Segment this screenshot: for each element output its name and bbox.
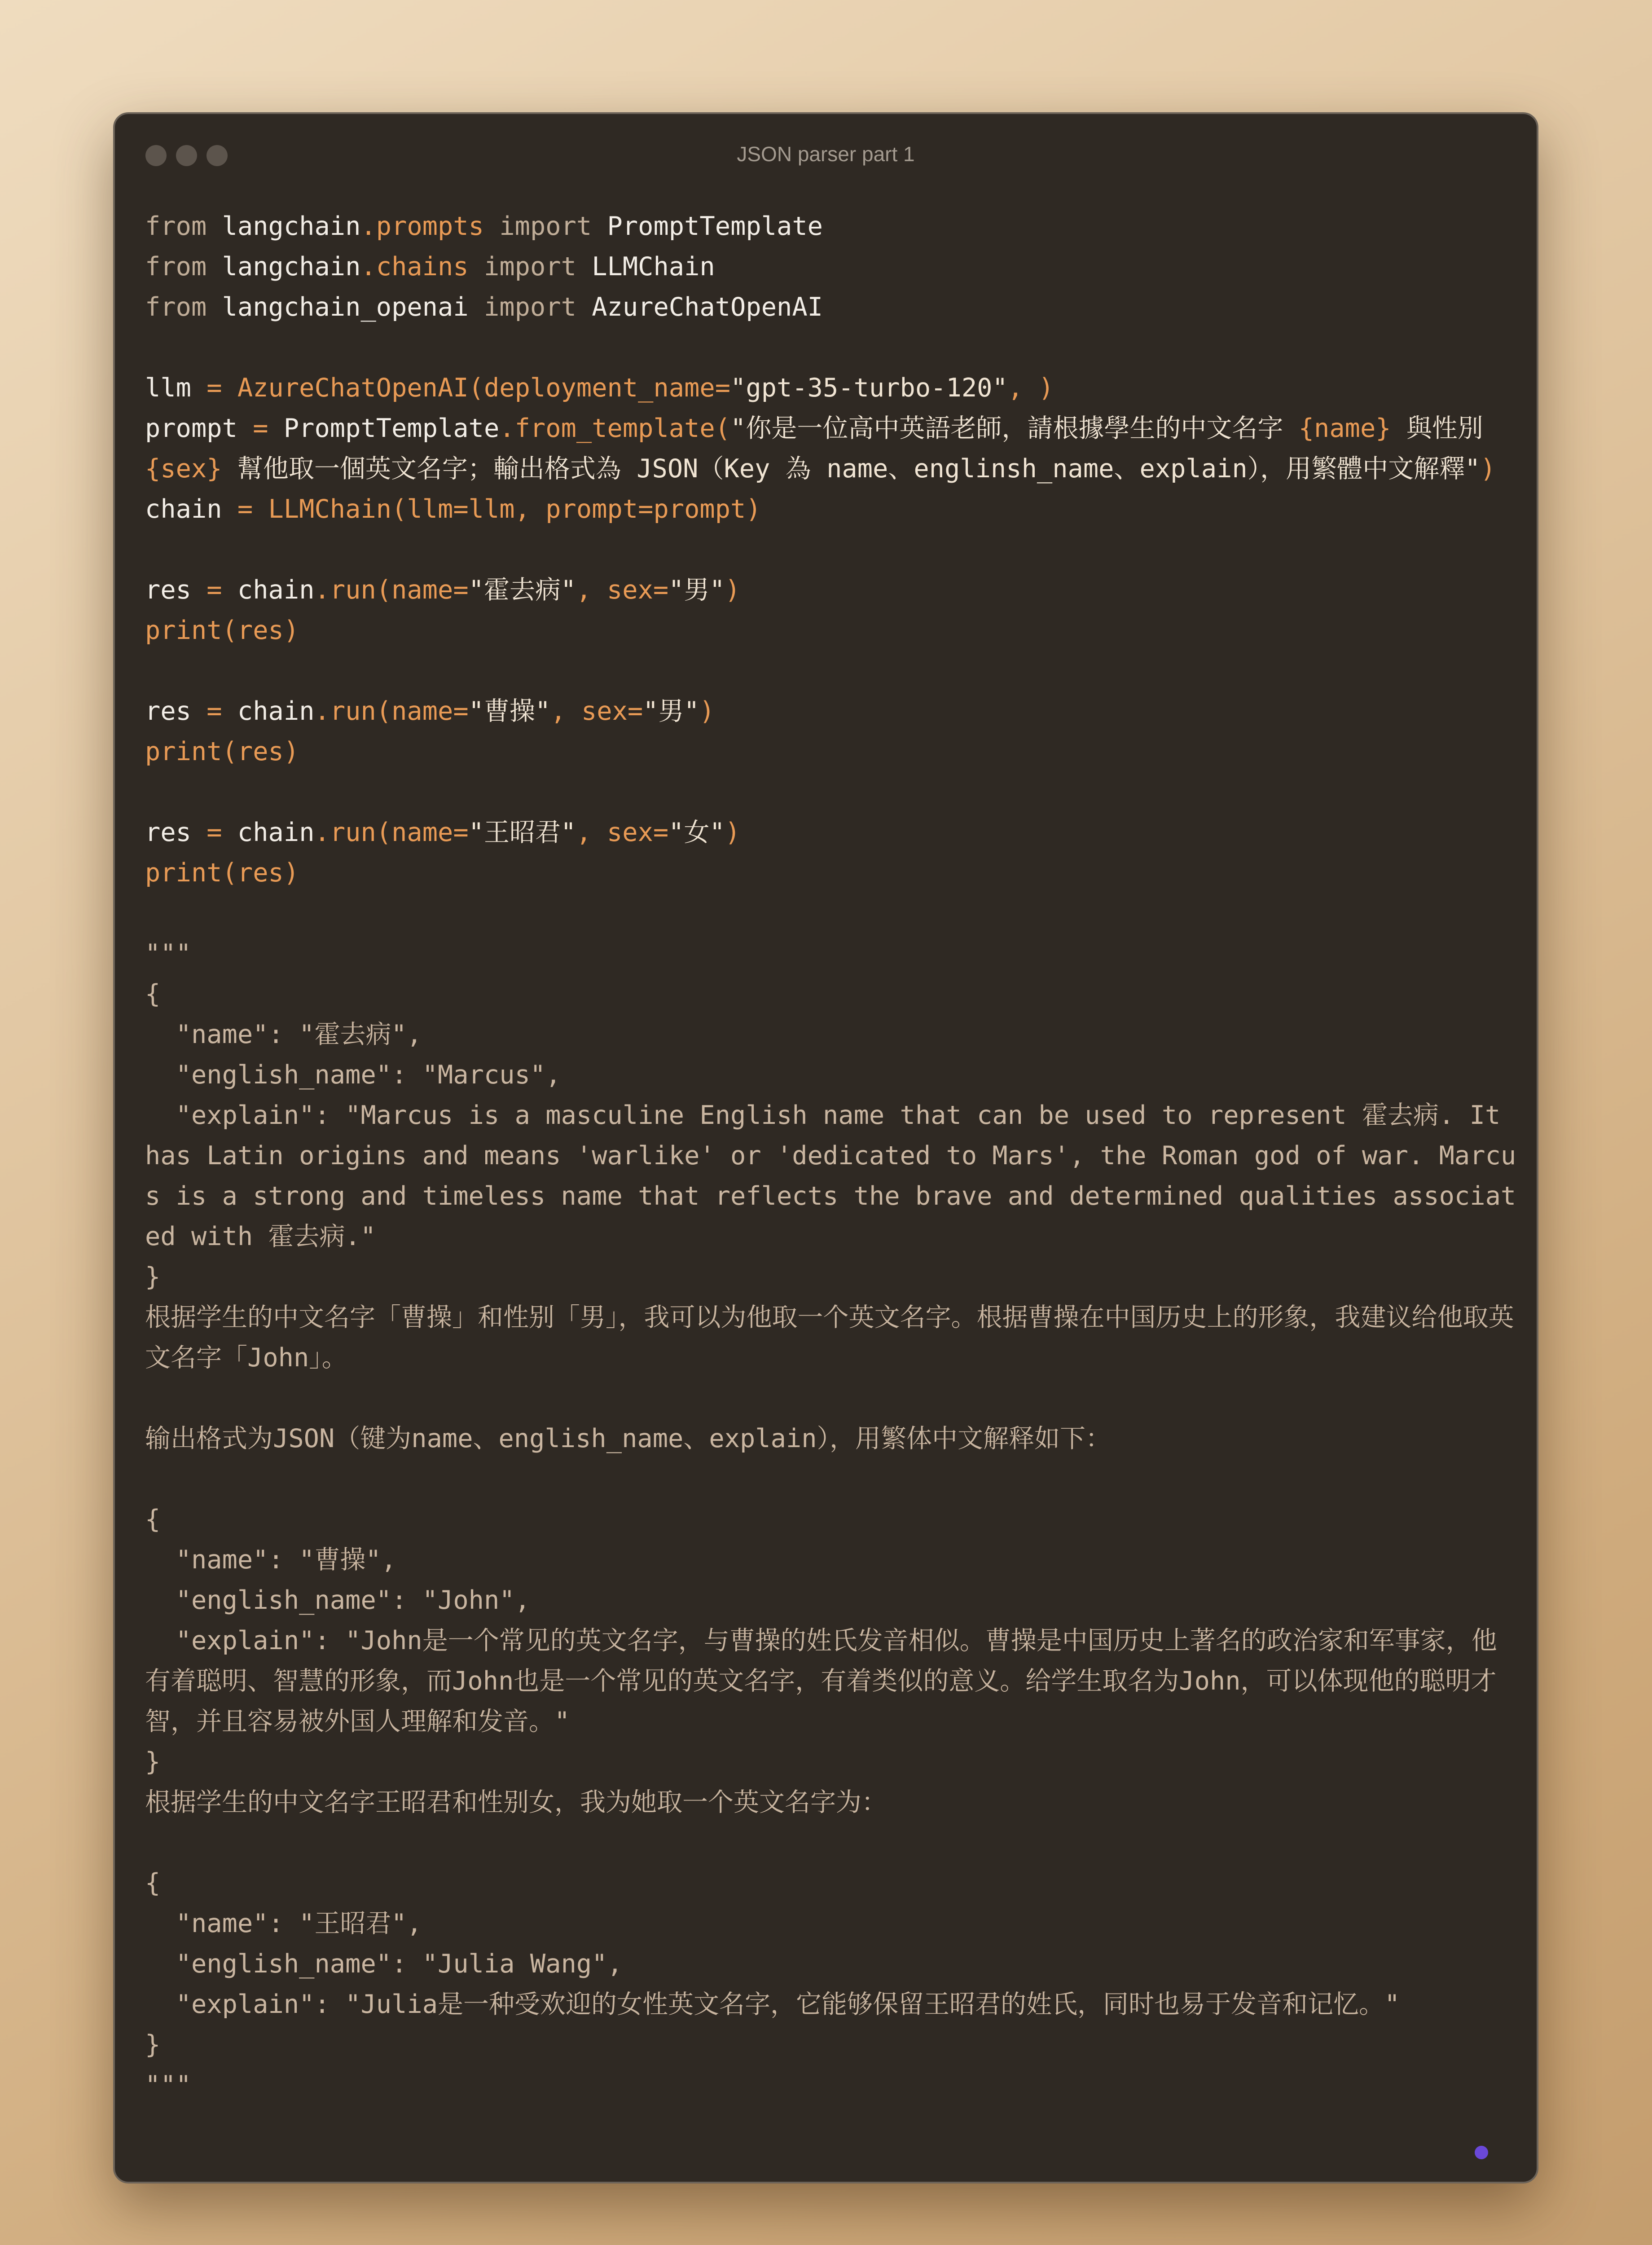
code-token: ) (725, 818, 741, 847)
code-token: import (483, 292, 592, 322)
code-token: } (145, 1747, 161, 1777)
code-line (145, 1903, 1519, 1944)
code-line (145, 2025, 1519, 2065)
code-line (145, 853, 1519, 893)
code-line (145, 529, 1519, 570)
code-token: "name": "霍去病", (145, 1020, 422, 1049)
code-token: langchain (222, 252, 361, 282)
code-token: .chains (360, 252, 484, 282)
code-line (145, 1944, 1519, 1984)
code-token: chain (237, 696, 315, 726)
code-line (145, 651, 1519, 691)
code-token: , sex= (576, 818, 669, 847)
code-token: "english_name": "Marcus", (145, 1060, 561, 1090)
code-line (145, 1378, 1519, 1418)
code-token: print(res) (145, 616, 299, 645)
code-line (145, 772, 1519, 812)
code-token: } (145, 1262, 161, 1292)
code-token: import (484, 252, 592, 282)
code-line (145, 1782, 1519, 1822)
code-line (145, 1620, 1519, 1742)
code-line (145, 1863, 1519, 1903)
code-line (145, 327, 1519, 368)
code-token: .prompts (360, 211, 500, 241)
code-line (145, 1984, 1519, 2025)
code-token: = (206, 818, 237, 847)
code-token: = LLMChain(llm=llm, prompt=prompt) (237, 494, 761, 524)
code-token: from (145, 252, 222, 282)
code-token: "王昭君" (468, 818, 576, 847)
code-token: , sex= (550, 696, 643, 726)
code-token: prompt (145, 414, 253, 443)
code-line (145, 489, 1519, 529)
code-line (145, 1095, 1519, 1257)
code-line (145, 1418, 1519, 1459)
code-line (145, 1055, 1519, 1095)
code-token: print(res) (145, 737, 299, 766)
code-token: 根据学生的中文名字「曹操」和性别「男」，我可以为他取一个英文名字。根据曹操在中国历史上的形象，我建议给他取英文名字「John」。 (145, 1303, 1514, 1373)
code-token: "女" (668, 818, 725, 847)
code-token: .run(name= (314, 575, 469, 605)
code-token: print(res) (145, 858, 299, 888)
window-title: JSON parser part 1 (737, 142, 915, 166)
code-line (145, 731, 1519, 772)
code-token: "explain": "Julia是一种受欢迎的女性英文名字，它能够保留王昭君的姓氏，同时也易于发音和记忆。" (145, 1990, 1400, 2019)
code-token: res (145, 818, 207, 847)
code-line (145, 1540, 1519, 1580)
code-token: 與性別 (1391, 414, 1499, 443)
code-token: } (145, 2030, 161, 2060)
code-token: """ (145, 939, 191, 968)
code-token: LLMChain (592, 252, 715, 282)
code-window (113, 112, 1538, 2183)
code-token: .run(name= (314, 696, 469, 726)
code-token: langchain_openai (222, 292, 484, 322)
code-token: from (145, 292, 222, 322)
code-token: 幫他取一個英文名字；輸出格式為 JSON（Key 為 name、englinsh_name、explain），用繁體中文解釋" (222, 454, 1481, 484)
code-token: = (206, 696, 237, 726)
code-token: ) (1480, 454, 1496, 484)
code-line (145, 287, 1519, 327)
code-token: """ (145, 2070, 191, 2100)
code-line (145, 1742, 1519, 1782)
code-token: "explain": "Marcus is a masculine English name that can be used to represent 霍去病. It has Latin origins and means 'warlike' or 'dedicated to Mars', the Roman god of war. Marcus is a strong and timeless name that reflects the brave and determined qualities associated with 霍去病." (145, 1100, 1516, 1251)
title-bar (115, 114, 1537, 197)
code-line (145, 691, 1519, 731)
code-token: chain (237, 818, 315, 847)
code-line (145, 610, 1519, 651)
code-token: {sex} (145, 454, 222, 484)
code-token: AzureChatOpenAI (592, 292, 823, 322)
code-line (145, 570, 1519, 610)
code-token: chain (145, 494, 237, 524)
code-line (145, 206, 1519, 247)
code-line (145, 933, 1519, 974)
code-line (145, 1257, 1519, 1297)
code-block (145, 206, 1519, 2105)
code-token: { (145, 1868, 161, 1898)
code-line (145, 1499, 1519, 1540)
code-line (145, 974, 1519, 1014)
code-token: "explain": "John是一个常见的英文名字，与曹操的姓氏发音相似。曹操是中国历史上著名的政治家和军事家，他有着聪明、智慧的形象，而John也是一个常见的英文名字，有着类似的意义。给学生取名为John，可以体现他的聪明才智，并且容易被外国人理解和发音。" (145, 1626, 1497, 1736)
code-line (145, 247, 1519, 287)
code-token: "曹操" (468, 696, 551, 726)
code-token: "gpt-35-turbo-120" (730, 373, 1008, 403)
code-token: = (206, 575, 237, 605)
code-token: , sex= (576, 575, 669, 605)
status-indicator-dot (1475, 2146, 1488, 2159)
code-token: { (145, 979, 161, 1009)
code-token: "name": "王昭君", (145, 1909, 422, 1938)
code-token: = (253, 414, 284, 443)
code-token: 根据学生的中文名字王昭君和性别女，我为她取一个英文名字为： (145, 1787, 887, 1817)
code-token: .from_template( (499, 414, 731, 443)
code-token: {name} (1298, 414, 1391, 443)
code-line (145, 893, 1519, 933)
code-token: = AzureChatOpenAI(deployment_name= (206, 373, 731, 403)
code-token: "english_name": "John", (145, 1585, 530, 1615)
code-token: "english_name": "Julia Wang", (145, 1949, 623, 1979)
code-token: "男" (643, 696, 699, 726)
code-line (145, 1822, 1519, 1863)
code-token: "男" (668, 575, 725, 605)
code-line (145, 1014, 1519, 1055)
code-token: .run(name= (314, 818, 469, 847)
code-token: "name": "曹操", (145, 1545, 397, 1575)
code-token: from (145, 211, 222, 241)
code-token: { (145, 1505, 161, 1534)
code-token: res (145, 575, 207, 605)
code-token: llm (145, 373, 207, 403)
code-line (145, 1297, 1519, 1378)
code-line (145, 1580, 1519, 1620)
code-line (145, 1459, 1519, 1499)
code-line (145, 368, 1519, 408)
code-line (145, 812, 1519, 853)
code-line (145, 408, 1519, 489)
code-line (145, 2065, 1519, 2105)
code-token: "霍去病" (468, 575, 576, 605)
code-token: PromptTemplate (607, 211, 823, 241)
code-token: ) (725, 575, 741, 605)
code-token: langchain (222, 211, 361, 241)
code-token: import (499, 211, 607, 241)
code-token: 输出格式为JSON（键为name、english_name、explain），用繁体中文解释如下： (145, 1424, 1112, 1453)
code-token: chain (237, 575, 315, 605)
code-token: "你是一位高中英語老師，請根據學生的中文名字 (730, 414, 1299, 443)
code-token: PromptTemplate (283, 414, 500, 443)
code-token: ) (699, 696, 715, 726)
code-token: , ) (1007, 373, 1054, 403)
code-token: res (145, 696, 207, 726)
